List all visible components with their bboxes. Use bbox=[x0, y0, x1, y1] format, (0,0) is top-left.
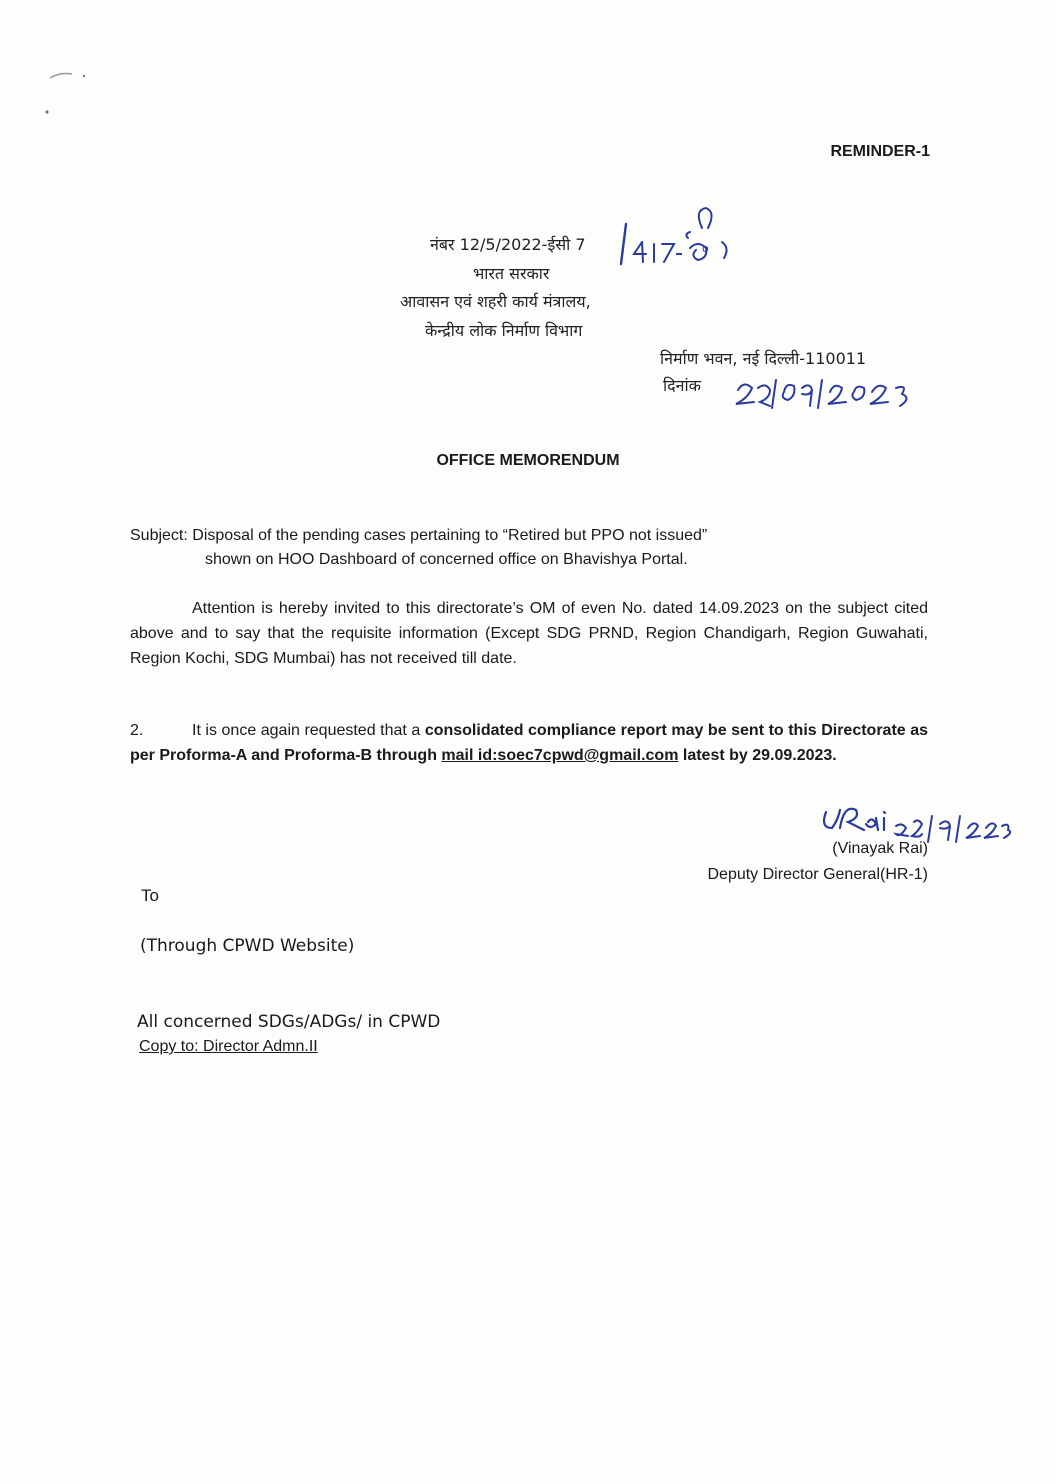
paragraph-2-number: 2. bbox=[130, 722, 144, 739]
government-name: भारत सरकार bbox=[473, 264, 550, 283]
document-title: OFFICE MEMORENDUM bbox=[436, 452, 620, 469]
department-name: केन्द्रीय लोक निर्माण विभाग bbox=[425, 321, 583, 340]
office-address: निर्माण भवन, नई दिल्ली-110011 bbox=[660, 349, 867, 368]
paragraph-2 bbox=[130, 718, 928, 768]
paragraph-1 bbox=[130, 596, 928, 671]
scan-speck bbox=[50, 70, 90, 110]
signatory-block bbox=[707, 836, 928, 888]
subject-line-2: shown on HOO Dashboard of concerned office on Bhavishya Portal. bbox=[205, 551, 688, 568]
signatory-designation: Deputy Director General(HR-1) bbox=[707, 866, 928, 883]
date-label: दिनांक bbox=[663, 376, 701, 395]
subject-block bbox=[130, 524, 930, 572]
email-link[interactable]: mail id:soec7cpwd@gmail.com bbox=[441, 747, 679, 764]
subject-line-1: Subject: Disposal of the pending cases pertaining to “Retired but PPO not issued” bbox=[130, 527, 708, 544]
paragraph-1-text: Attention is hereby invited to this directorate’s OM of even No. dated 14.09.2023 on the subject cited above and to say that the requisite information (Except SDG PRND, Region Chandigarh, Region Guwahati, Region Kochi, SDG Mumbai) has not received till date. bbox=[130, 600, 928, 667]
paragraph-2-deadline: latest by 29.09.2023. bbox=[678, 747, 837, 764]
handwritten-date bbox=[730, 370, 920, 412]
signatory-name: (Vinayak Rai) bbox=[832, 840, 928, 857]
handwritten-reference bbox=[618, 206, 758, 266]
reference-number: नंबर 12/5/2022-ईसी 7 bbox=[430, 235, 586, 254]
to-label: To bbox=[141, 886, 159, 905]
paragraph-2-intro: It is once again requested that a bbox=[192, 722, 425, 739]
svg-text:o: o bbox=[702, 242, 709, 255]
recipients-line: All concerned SDGs/ADGs/ in CPWD bbox=[137, 1012, 441, 1032]
reminder-label: REMINDER-1 bbox=[830, 143, 930, 160]
through-line: (Through CPWD Website) bbox=[140, 936, 355, 956]
paragraph-2-bold-text: consolidated compliance report may be sent to this Directorate as per Proforma-A and Proforma-B through bbox=[130, 722, 929, 764]
copy-to-line: Copy to: Director Admn.II bbox=[139, 1038, 318, 1055]
ministry-name: आवासन एवं शहरी कार्य मंत्रालय, bbox=[400, 292, 591, 311]
